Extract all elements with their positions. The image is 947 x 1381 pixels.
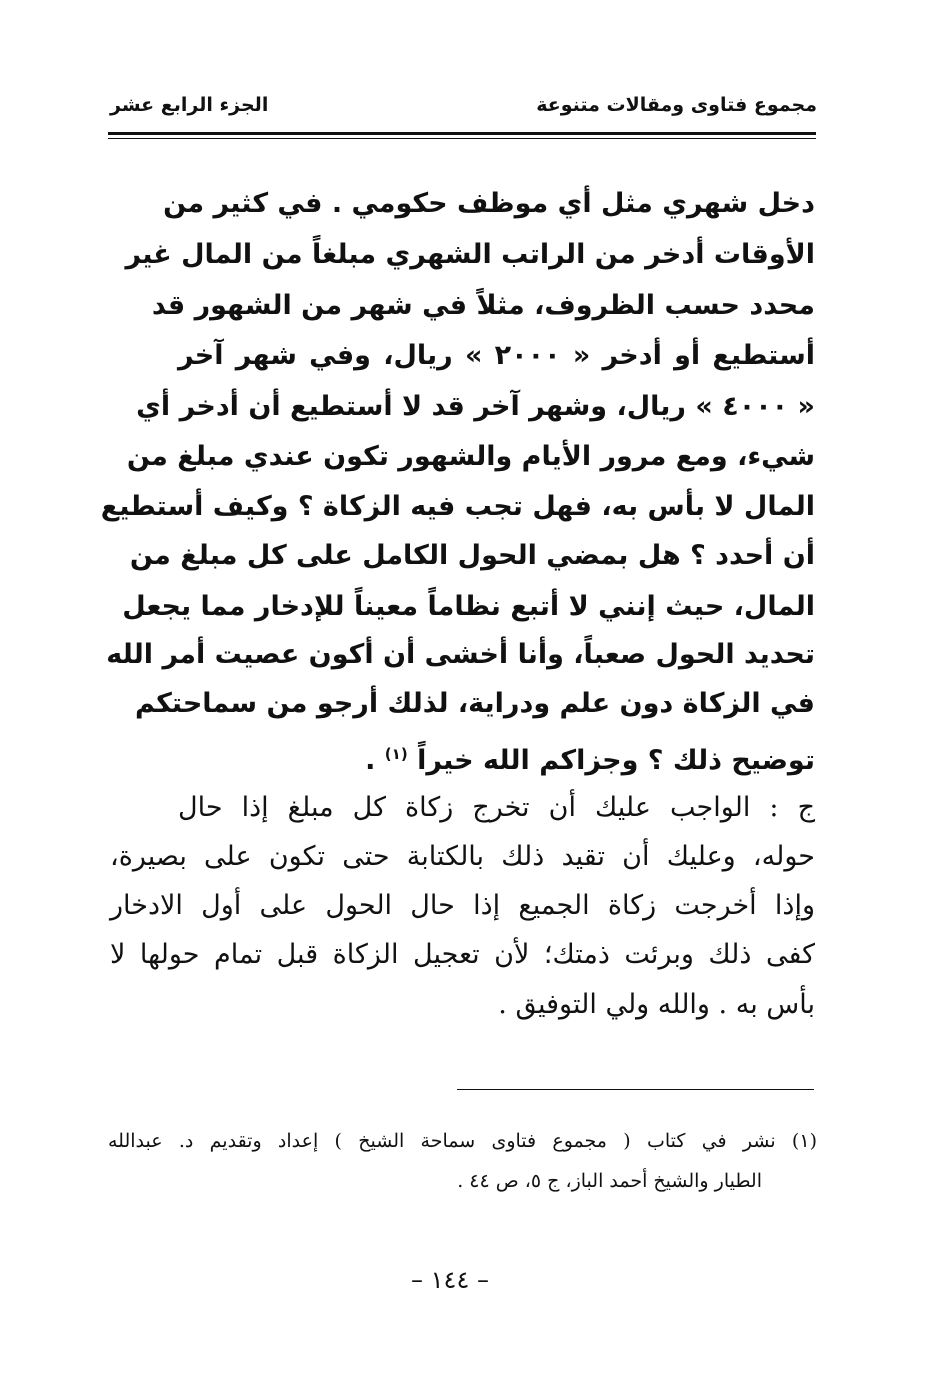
question-end-mark: .: [365, 745, 376, 776]
footnote-separator: [457, 1089, 814, 1090]
question-line: في الزكاة دون علم ودراية، لذلك أرجو من سماحتكم: [134, 688, 815, 719]
question-line: دخل شهري مثل أي موظف حكومي . في كثير من: [163, 188, 815, 219]
page-number: – ١٤٤ –: [411, 1266, 489, 1294]
question-line: أستطيع أو أدخر « ٢٠٠٠ » ريال، وفي شهر آخر: [178, 340, 816, 371]
question-line: المال لا بأس به، فهل تجب فيه الزكاة ؟ وكيف أستطيع: [100, 491, 815, 522]
question-line-last: [178, 732, 815, 776]
running-header-volume: الجزء الرابع عشر: [110, 94, 269, 116]
answer-line: كفى ذلك وبرئت ذمتك؛ لأن تعجيل الزكاة قبل تمام حولها لا: [110, 939, 815, 970]
footnote-line: (١) نشر في كتاب ( مجموع فتاوى سماحة الشيخ ) إعداد وتقديم د. عبدالله: [108, 1130, 817, 1152]
question-line: شيء، ومع مرور الأيام والشهور تكون عندي مبلغ من: [126, 441, 815, 472]
footnote-line: الطيار والشيخ أحمد الباز، ج ٥، ص ٤٤ .: [457, 1170, 762, 1192]
question-line: الأوقات أدخر من الراتب الشهري مبلغاً من المال غير: [125, 239, 815, 270]
question-line: أن أحدد ؟ هل بمضي الحول الكامل على كل مبلغ من: [129, 540, 815, 571]
question-line-text: توضيح ذلك ؟ وجزاكم الله خيراً: [417, 745, 815, 776]
header-rule-thick: [108, 132, 816, 135]
question-line: المال، حيث إنني لا أتبع نظاماً معيناً للإدخار مما يجعل: [122, 591, 815, 622]
running-header-book-title: مجموع فتاوى ومقالات متنوعة: [536, 94, 817, 116]
answer-line: ج : الواجب عليك أن تخرج زكاة كل مبلغ إذا حال: [178, 792, 815, 823]
answer-line: حوله، وعليك أن تقيد ذلك بالكتابة حتى تكون على بصيرة،: [110, 841, 815, 872]
footnote-marker: (١): [384, 745, 408, 763]
question-line: تحديد الحول صعباً، وأنا أخشى أن أكون عصيت أمر الله: [106, 639, 815, 670]
answer-line: بأس به . والله ولي التوفيق .: [498, 989, 815, 1020]
header-rule-thin: [108, 138, 816, 139]
question-line: محدد حسب الظروف، مثلاً في شهر من الشهور قد: [151, 290, 815, 321]
answer-line: وإذا أخرجت زكاة الجميع إذا حال الحول على أول الادخار: [110, 890, 815, 921]
question-line: « ٤٠٠٠ » ريال، وشهر آخر قد لا أستطيع أن أدخر أي: [136, 391, 815, 422]
